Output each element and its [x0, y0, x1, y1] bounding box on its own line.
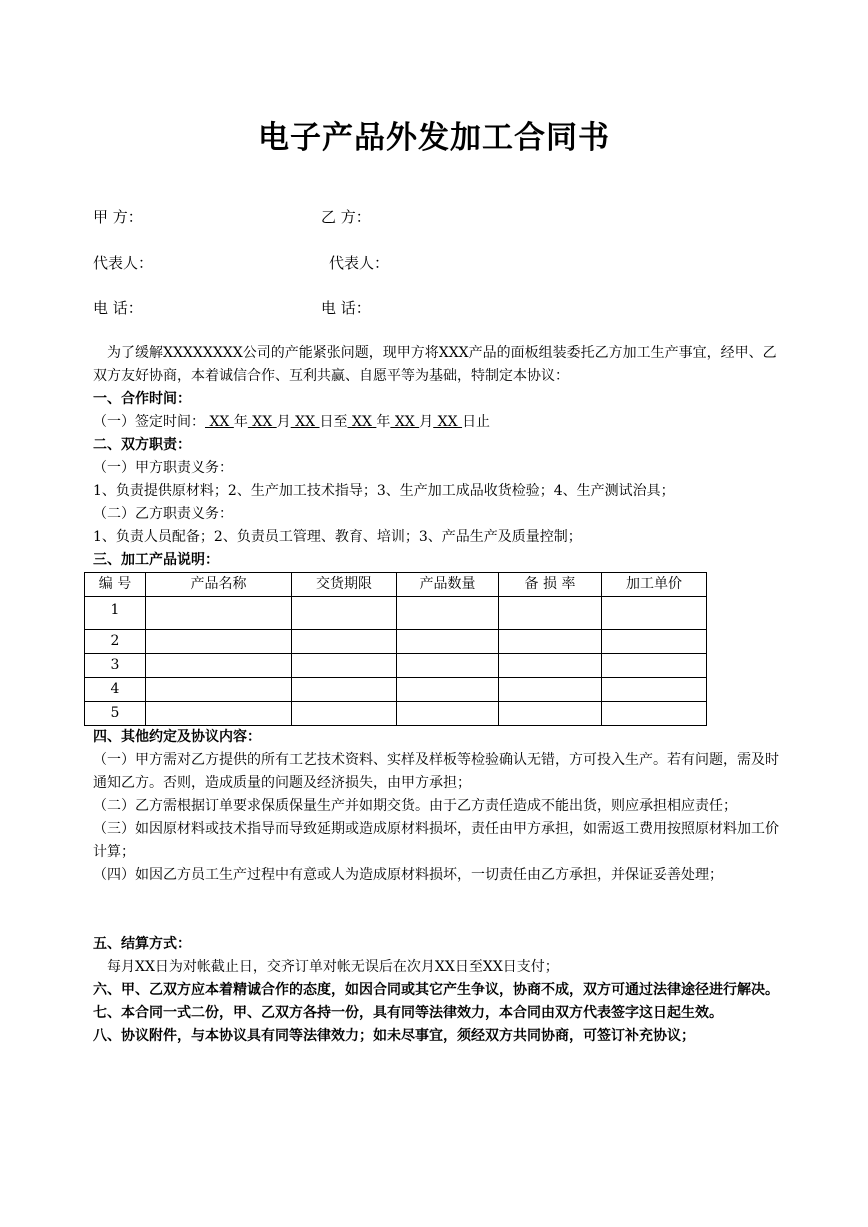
col-header-number: 编 号 [85, 573, 146, 597]
cell-delivery-date[interactable] [292, 597, 397, 630]
tel-b-label: 电 话： [321, 299, 371, 317]
cell-delivery-date[interactable] [292, 654, 397, 678]
section6-dispute: 六、甲、乙双方应本着精诚合作的态度，如因合同或其它产生争议，协商不成，双方可通过法律途径进行解决。 [93, 982, 779, 998]
year-unit-1: 年 [233, 414, 248, 430]
col-header-quantity: 产品数量 [397, 573, 499, 597]
year-unit-2: 年 [376, 414, 391, 430]
section1-heading: 一、合作时间： [93, 391, 191, 407]
start-month: XX [247, 414, 277, 430]
cell-unit-price[interactable] [602, 654, 707, 678]
table-row [85, 702, 707, 726]
clause-3: （三）如因原材料或技术指导而导致延期或造成原材料损坏，责任由甲方承担，如需返工费用按照原材料加工价计算； [93, 821, 779, 860]
party-b-duties-title: （二）乙方职责义务： [93, 506, 233, 522]
party-a-duties-title: （一）甲方职责义务： [93, 460, 233, 476]
row-number: 3 [85, 654, 146, 678]
tel-a-label: 电 话： [93, 299, 143, 317]
day-unit-1: 日至 [319, 414, 348, 430]
end-day: XX [433, 414, 463, 430]
table-row [85, 654, 707, 678]
start-year: XX [205, 414, 234, 430]
cell-unit-price[interactable] [602, 678, 707, 702]
month-unit-2: 月 [419, 414, 434, 430]
clause-2: （二）乙方需根据订单要求保质保量生产并如期交货。由于乙方责任造成不能出货，则应承担相应责任； [93, 798, 737, 814]
cell-unit-price[interactable] [602, 597, 707, 630]
cell-quantity[interactable] [397, 678, 499, 702]
settlement-text: 每月XX日为对帐截止日，交齐订单对帐无误后在次月XX日至XX日支付； [107, 959, 559, 975]
party-b-duties: 1、负责人员配备；2、负责员工管理、教育、培训；3、产品生产及质量控制； [93, 529, 582, 545]
spacer [93, 887, 785, 933]
document-title: 电子产品外发加工合同书 [258, 120, 610, 156]
cell-quantity[interactable] [397, 654, 499, 678]
start-day: XX [290, 414, 320, 430]
cell-product-name[interactable] [146, 597, 292, 630]
cell-loss-rate[interactable] [499, 630, 602, 654]
cell-product-name[interactable] [146, 654, 292, 678]
cell-loss-rate[interactable] [499, 702, 602, 726]
month-unit-1: 月 [276, 414, 291, 430]
section8-attachments: 八、协议附件，与本协议具有同等法律效力；如未尽事宜，须经双方共同协商，可签订补充协议； [93, 1028, 695, 1044]
col-header-product-name: 产品名称 [146, 573, 292, 597]
clause-4: （四）如因乙方员工生产过程中有意或人为造成原材料损坏，一切责任由乙方承担，并保证妥善处理； [93, 867, 723, 883]
cell-product-name[interactable] [146, 630, 292, 654]
table-row [85, 678, 707, 702]
cell-quantity[interactable] [397, 702, 499, 726]
col-header-unit-price: 加工单价 [602, 573, 707, 597]
cell-unit-price[interactable] [602, 702, 707, 726]
sign-period-prefix: （一）签定时间： [93, 414, 205, 430]
row-number: 5 [85, 702, 146, 726]
party-a-label: 甲 方： [93, 208, 143, 226]
cell-loss-rate[interactable] [499, 654, 602, 678]
cell-delivery-date[interactable] [292, 678, 397, 702]
cell-product-name[interactable] [146, 678, 292, 702]
section3-heading: 三、加工产品说明： [93, 552, 219, 568]
rep-b-label: 代表人： [329, 254, 390, 272]
section5-heading: 五、结算方式： [93, 936, 191, 952]
table-row [85, 597, 707, 630]
contract-body [93, 342, 785, 1048]
party-b-label: 乙 方： [321, 208, 371, 226]
section2-heading: 二、双方职责： [93, 437, 191, 453]
cell-unit-price[interactable] [602, 630, 707, 654]
cell-quantity[interactable] [397, 630, 499, 654]
cell-delivery-date[interactable] [292, 702, 397, 726]
cell-loss-rate[interactable] [499, 678, 602, 702]
cell-product-name[interactable] [146, 702, 292, 726]
rep-a-label: 代表人： [93, 254, 154, 272]
section4-heading: 四、其他约定及协议内容： [93, 729, 261, 745]
row-number: 1 [85, 597, 146, 630]
table-header-row [85, 573, 707, 597]
clause-1: （一）甲方需对乙方提供的所有工艺技术资料、实样及样板等检验确认无错，方可投入生产。若有问题，需及时通知乙方。否则，造成质量的问题及经济损失，由甲方承担； [93, 752, 779, 791]
col-header-delivery-date: 交货期限 [292, 573, 397, 597]
end-month: XX [390, 414, 420, 430]
section7-copies: 七、本合同一式二份，甲、乙双方各持一份，具有同等法律效力，本合同由双方代表签字这日起生效。 [93, 1005, 723, 1021]
row-number: 4 [85, 678, 146, 702]
product-table [84, 572, 707, 726]
party-a-duties: 1、负责提供原材料；2、生产加工技术指导；3、生产加工成品收货检验；4、生产测试治具； [93, 483, 675, 499]
intro-paragraph: 为了缓解XXXXXXXX公司的产能紧张问题，现甲方将XXX产品的面板组装委托乙方加工生产事宜，经甲、乙双方友好协商，本着诚信合作、互利共赢、自愿平等为基础，特制定本协议： [93, 345, 777, 384]
row-number: 2 [85, 630, 146, 654]
day-unit-2: 日止 [462, 414, 491, 430]
cell-quantity[interactable] [397, 597, 499, 630]
col-header-loss-rate: 备 损 率 [499, 573, 602, 597]
cell-delivery-date[interactable] [292, 630, 397, 654]
cell-loss-rate[interactable] [499, 597, 602, 630]
table-row [85, 630, 707, 654]
end-year: XX [347, 414, 377, 430]
sign-period [93, 411, 785, 434]
